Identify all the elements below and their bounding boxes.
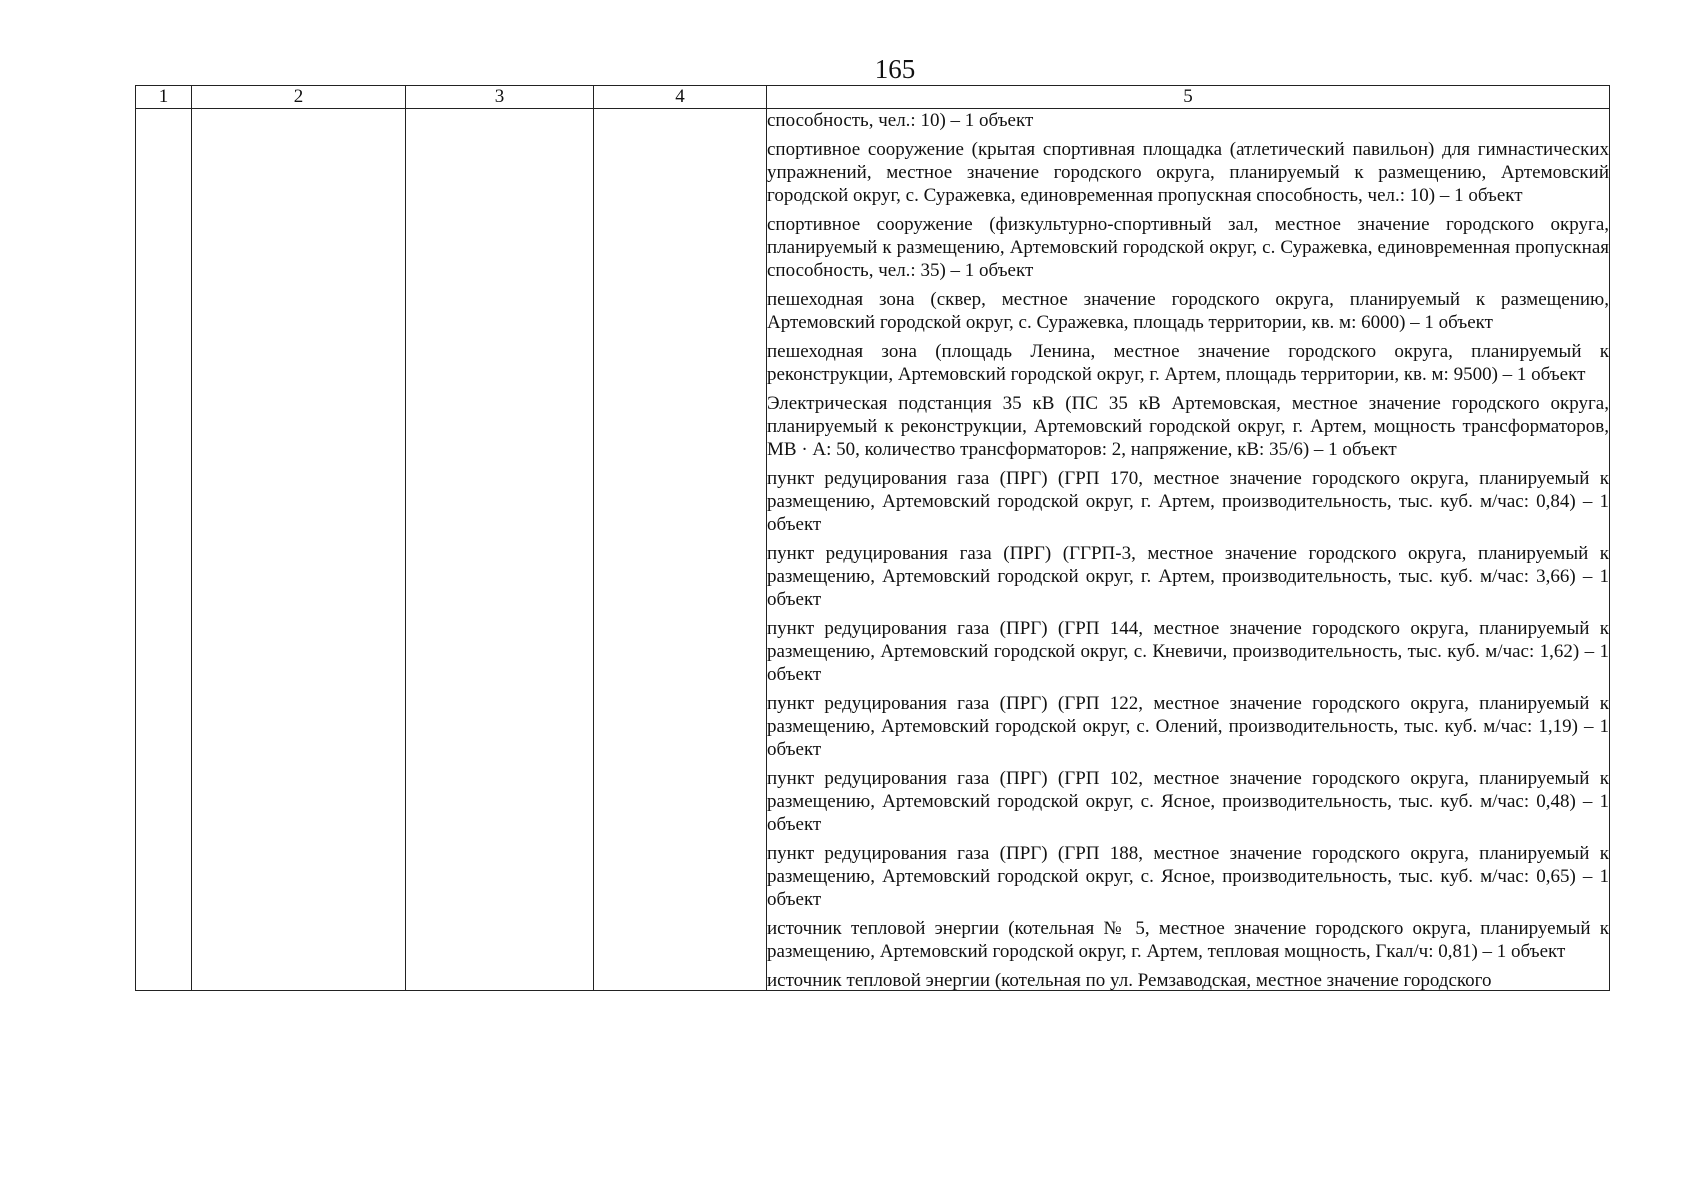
cell-col-3 [406,109,594,991]
object-entry: Электрическая подстанция 35 кВ (ПС 35 кВ Артемовская, местное значение городского округа, планируемый к реконструкции, Артемовский городской округ, г. Артем, мощность трансформаторов, МВ · А: 50, количество трансформаторов: 2, напряжение, кВ: 35/6) – 1 объект [767,393,1609,460]
object-entry: пункт редуцирования газа (ПРГ) (ГРП 122, местное значение городского округа, планируемый к размещению, Артемовский городской округ, с. Олений, производительность, тыс. куб. м/час: 1,19) – 1 объект [767,693,1609,760]
cell-col-5 [767,109,1610,991]
object-entry: способность, чел.: 10) – 1 объект [767,110,1034,131]
object-entry: пункт редуцирования газа (ПРГ) (ГРП 188, местное значение городского округа, планируемый к размещению, Артемовский городской округ, с. Ясное, производительность, тыс. куб. м/час: 0,65) – 1 объект [767,843,1609,910]
column-header-2: 2 [192,86,406,109]
page-number: 165 [874,54,916,84]
object-entry: пункт редуцирования газа (ПРГ) (ГРП 170, местное значение городского округа, планируемый к размещению, Артемовский городской округ, г. Артем, производительность, тыс. куб. м/час: 0,84) – 1 объект [767,468,1609,535]
column-header-5: 5 [767,86,1610,109]
table-row [136,109,1610,991]
column-header-1: 1 [136,86,192,109]
object-entry: спортивное сооружение (физкультурно-спортивный зал, местное значение городского округа, планируемый к размещению, Артемовский городской округ, с. Суражевка, единовременная пропускная способность, чел.: 35) – 1 объект [767,214,1609,281]
column-header-3: 3 [406,86,594,109]
column-header-4: 4 [594,86,767,109]
object-entry: пункт редуцирования газа (ПРГ) (ГРП 144, местное значение городского округа, планируемый к размещению, Артемовский городской округ, с. Кневичи, производительность, тыс. куб. м/час: 1,62) – 1 объект [767,618,1609,685]
object-entry: пункт редуцирования газа (ПРГ) (ГРП 102, местное значение городского округа, планируемый к размещению, Артемовский городской округ, с. Ясное, производительность, тыс. куб. м/час: 0,48) – 1 объект [767,768,1609,835]
object-entry: пункт редуцирования газа (ПРГ) (ГГРП-3, местное значение городского округа, планируемый к размещению, Артемовский городской округ, г. Артем, производительность, тыс. куб. м/час: 3,66) – 1 объект [767,543,1609,610]
document-table [135,85,1610,991]
object-entry: источник тепловой энергии (котельная № 5, местное значение городского округа, планируемый к размещению, Артемовский городской округ, г. Артем, тепловая мощность, Гкал/ч: 0,81) – 1 объект [767,918,1609,962]
object-entry: пешеходная зона (площадь Ленина, местное значение городского округа, планируемый к реконструкции, Артемовский городской округ, г. Артем, площадь территории, кв. м: 9500) – 1 объект [767,341,1609,385]
cell-col-2 [192,109,406,991]
object-entry: спортивное сооружение (крытая спортивная площадка (атлетический павильон) для гимнастических упражнений, местное значение городского округа, планируемый к размещению, Артемовский городской округ, с. Суражевка, единовременная пропускная способность, чел.: 10) – 1 объект [767,139,1609,206]
header-row [136,86,1610,109]
object-entry: источник тепловой энергии (котельная по ул. Ремзаводская, местное значение городского [767,970,1492,990]
cell-col-1 [136,109,192,991]
object-entry: пешеходная зона (сквер, местное значение городского округа, планируемый к размещению, Артемовский городской округ, с. Суражевка, площадь территории, кв. м: 6000) – 1 объект [767,289,1609,333]
cell-col-4 [594,109,767,991]
